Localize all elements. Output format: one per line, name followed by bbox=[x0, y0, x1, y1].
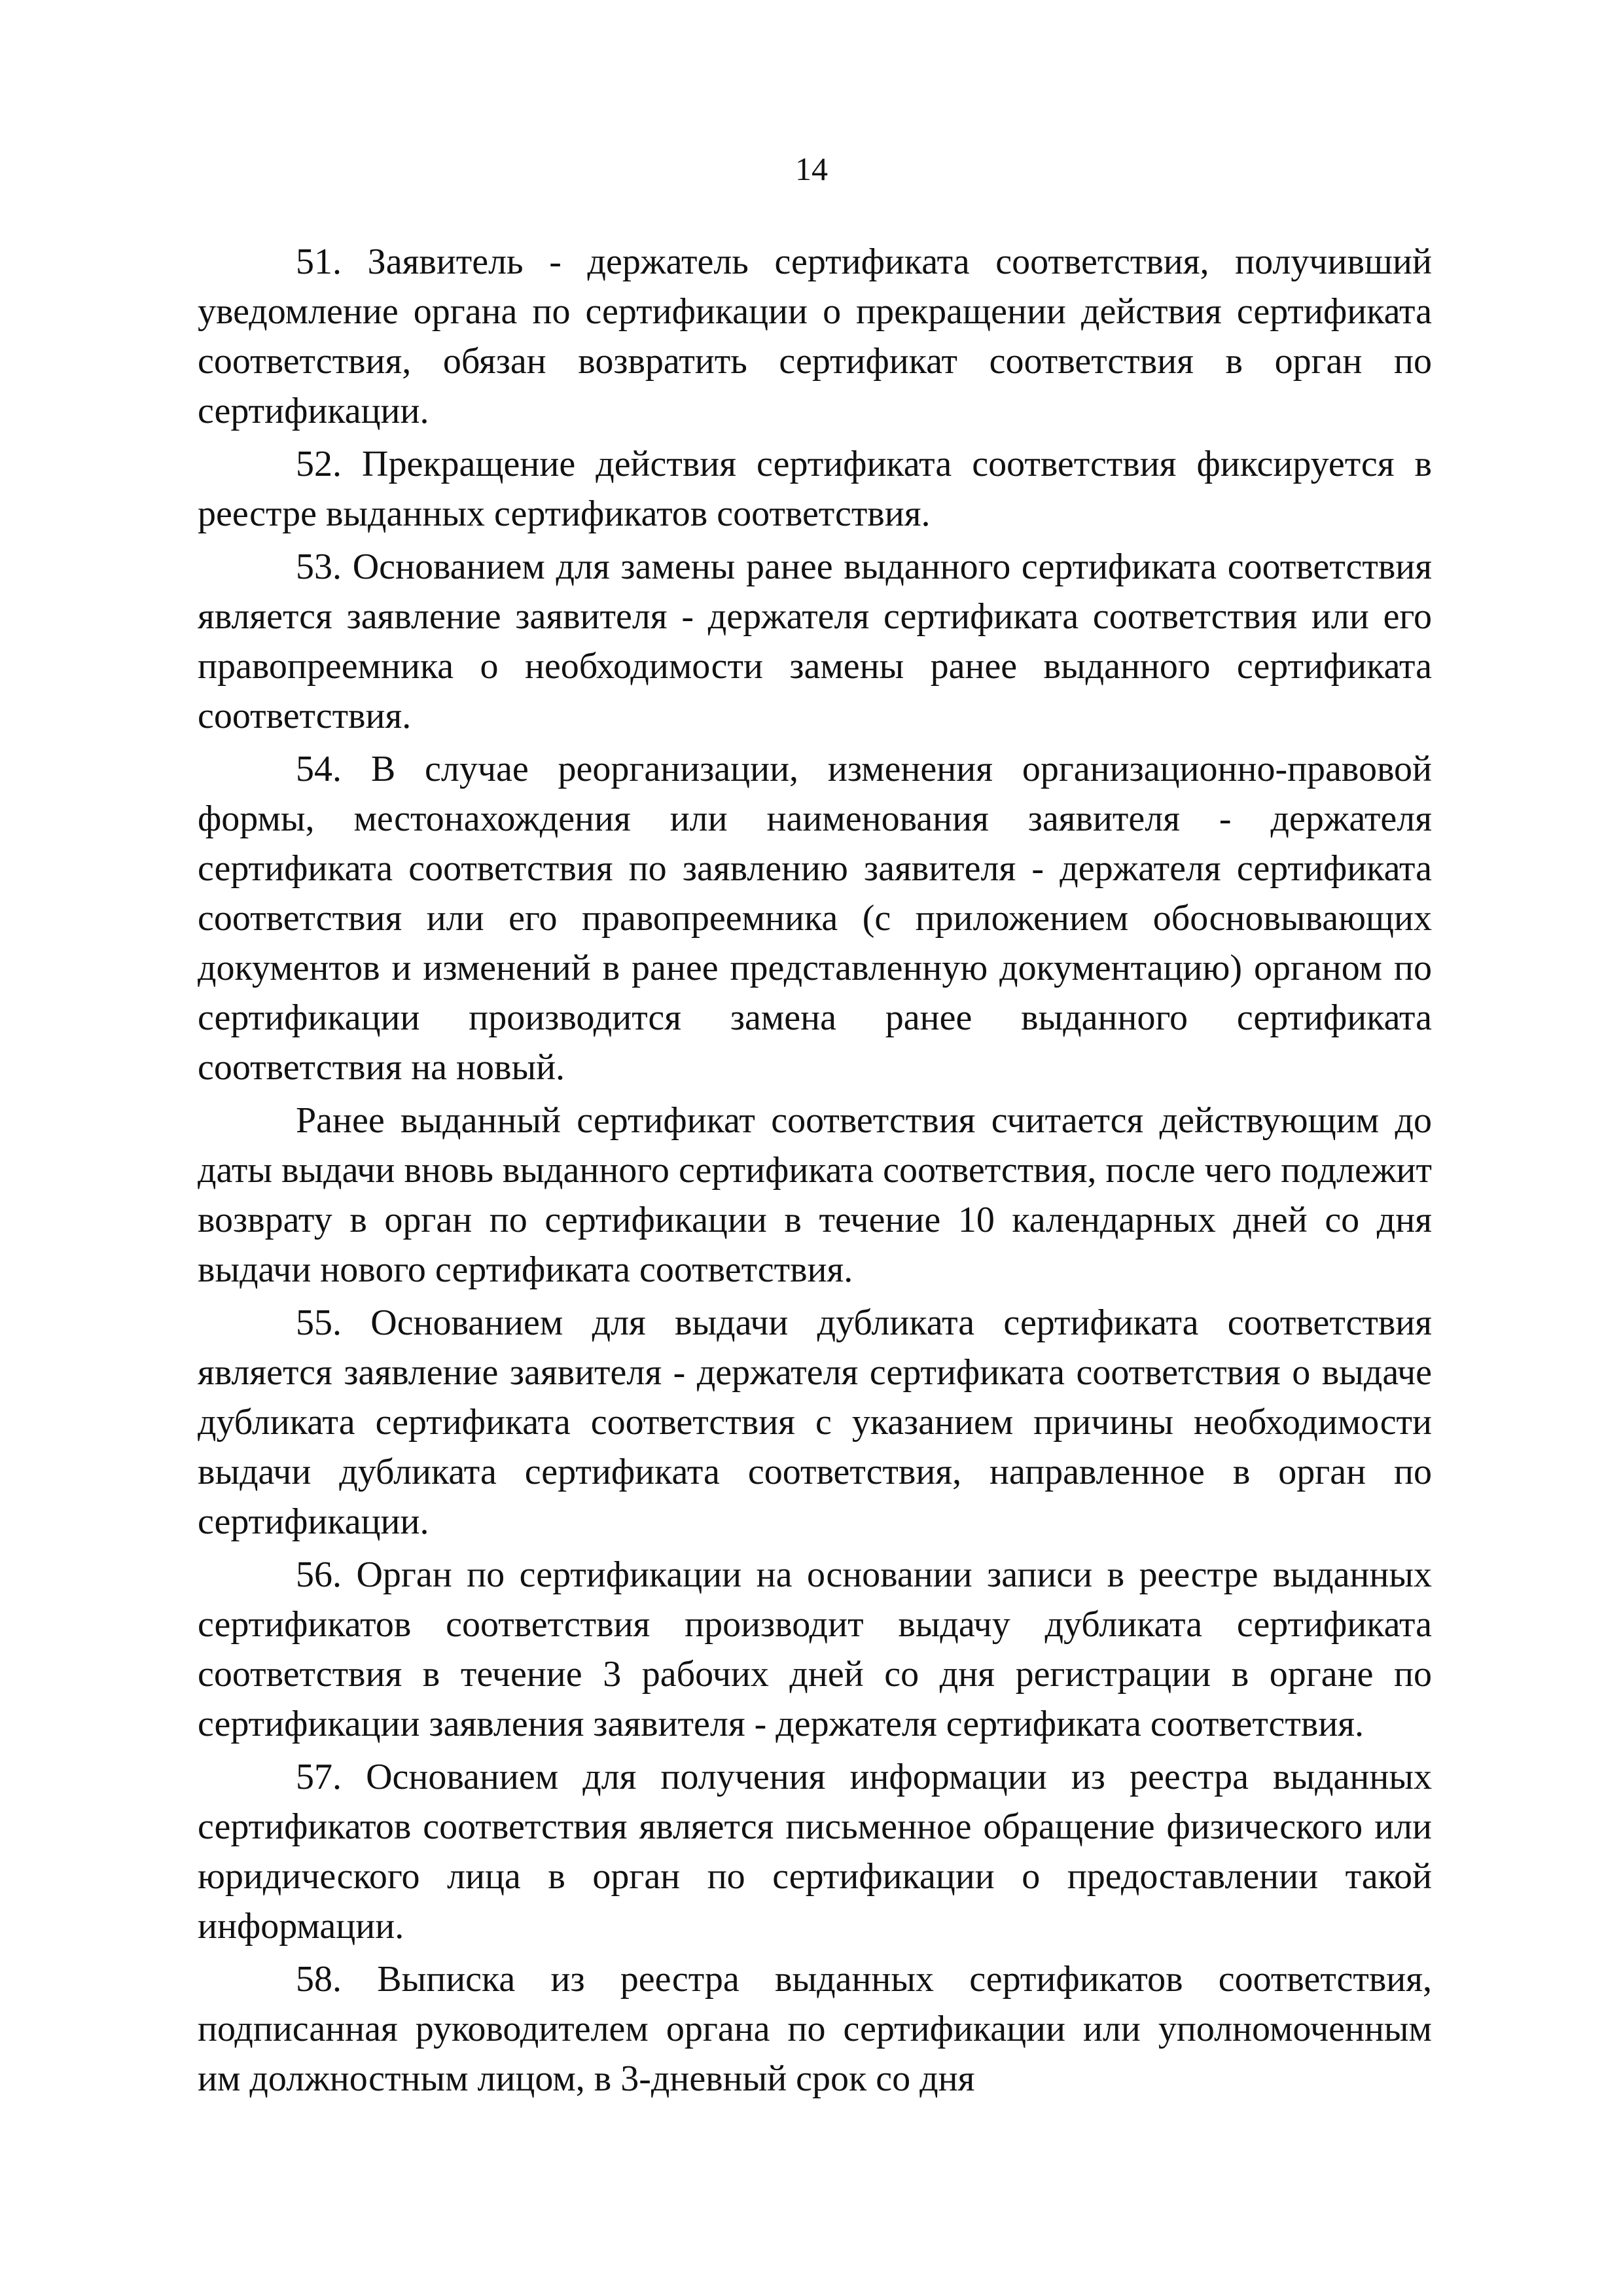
paragraph-52: 52. Прекращение действия сертификата соответствия фиксируется в реестре выданных сертификатов соответствия. bbox=[198, 444, 1432, 534]
document-body bbox=[198, 237, 1432, 2104]
paragraph-57: 57. Основанием для получения информации из реестра выданных сертификатов соответствия является письменное обращение физического или юридического лица в орган по сертификации о предоставлении такой информации. bbox=[198, 1757, 1432, 1946]
paragraph-56: 56. Орган по сертификации на основании записи в реестре выданных сертификатов соответствия производит выдачу дубликата сертификата соответствия в течение 3 рабочих дней со дня регистрации в органе по сертификации заявления заявителя - держателя сертификата соответствия. bbox=[198, 1554, 1432, 1744]
paragraph-53: 53. Основанием для замены ранее выданного сертификата соответствия является заявление заявителя - держателя сертификата соответствия или его правопреемника о необходимости замены ранее выданного сертификата соответствия. bbox=[198, 547, 1432, 736]
paragraph-55: 55. Основанием для выдачи дубликата сертификата соответствия является заявление заявителя - держателя сертификата соответствия о выдаче дубликата сертификата соответствия с указанием причины необходимости выдачи дубликата сертификата соответствия, направленное в орган по сертификации. bbox=[198, 1302, 1432, 1542]
paragraph-58: 58. Выписка из реестра выданных сертификатов соответствия, подписанная руководителем органа по сертификации или уполномоченным им должностным лицом, в 3-дневный срок со дня bbox=[198, 1959, 1432, 2099]
paragraph-51: 51. Заявитель - держатель сертификата соответствия, получивший уведомление органа по сертификации о прекращении действия сертификата соответствия, обязан возвратить сертификат соответствия в орган по сертификации. bbox=[198, 242, 1432, 431]
paragraph-54-continuation: Ранее выданный сертификат соответствия считается действующим до даты выдачи вновь выданного сертификата соответствия, после чего подлежит возврату в орган по сертификации в течение 10 календарных дней со дня выдачи нового сертификата соответствия. bbox=[198, 1100, 1432, 1290]
page-number: 14 bbox=[795, 151, 828, 187]
paragraph-54: 54. В случае реорганизации, изменения организационно-правовой формы, местонахождения или наименования заявителя - держателя сертификата соответствия по заявлению заявителя - держателя сертификата соответствия или его правопреемника (с приложением обосновывающих документов и изменений в ранее представленную документацию) органом по сертификации производится замена ранее выданного сертификата соответствия на новый. bbox=[198, 749, 1432, 1088]
